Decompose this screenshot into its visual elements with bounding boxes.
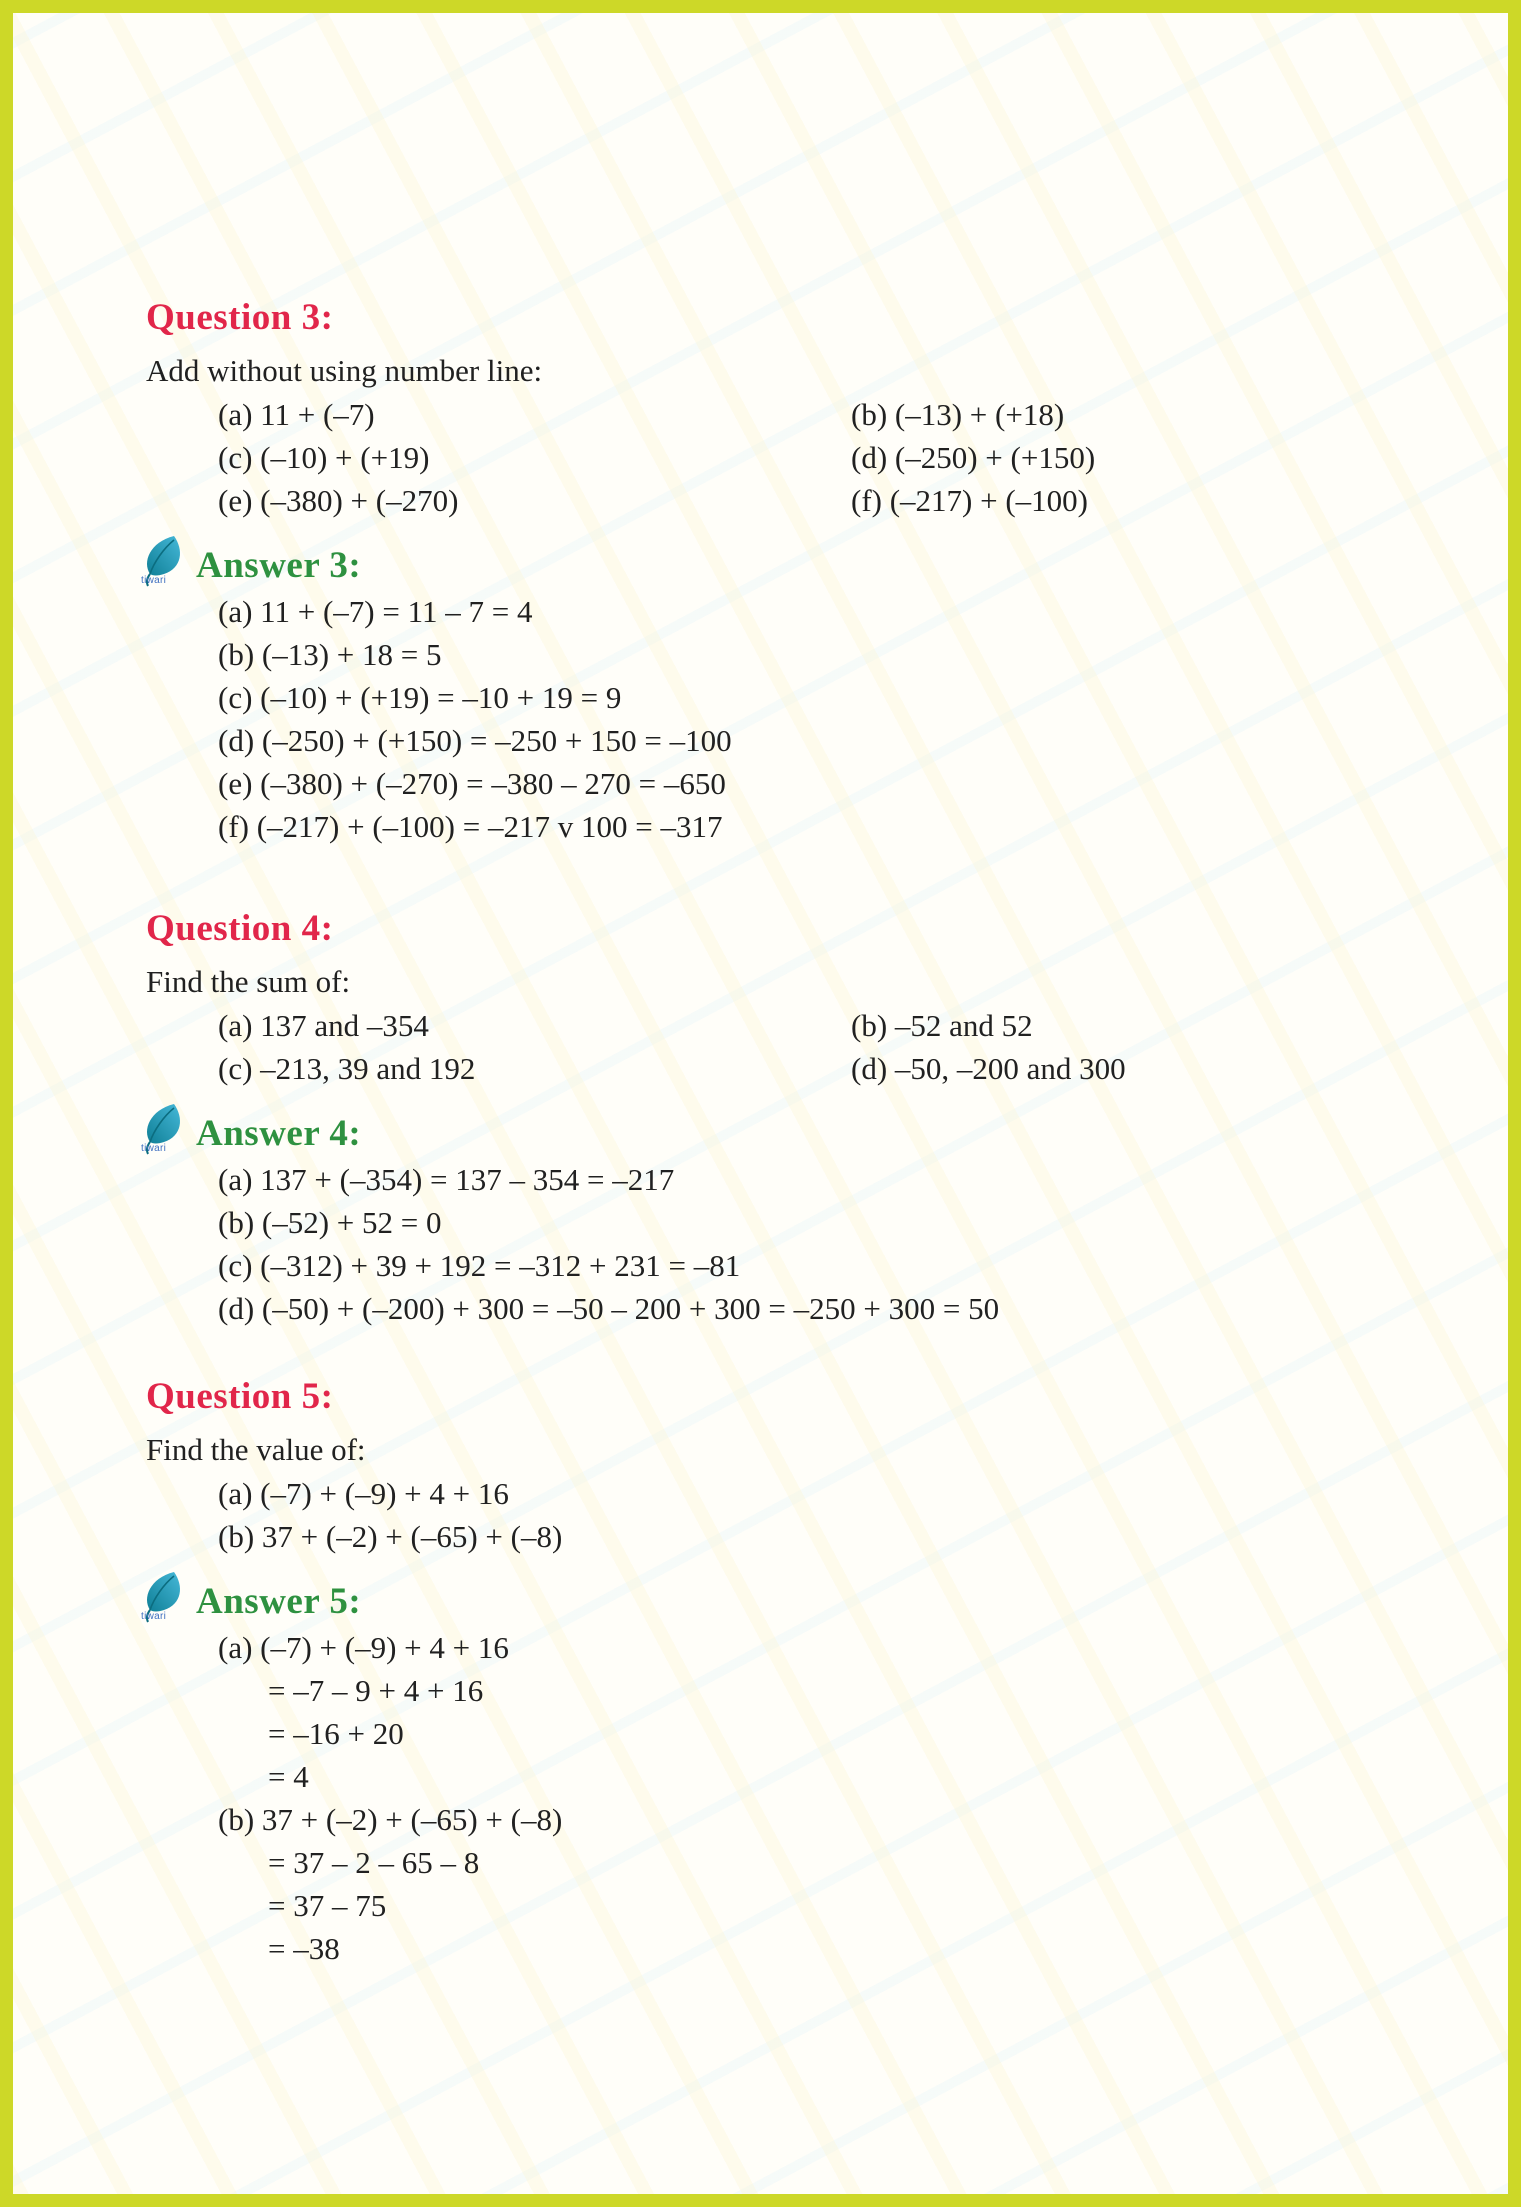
answer-line: (b) 37 + (–2) + (–65) + (–8): [218, 1802, 563, 1837]
question-4-items: [146, 1004, 1448, 1090]
question-item-row: [218, 1472, 1448, 1515]
answer-line: (f) (–217) + (–100) = –217 v 100 = –317: [218, 809, 723, 844]
answer-step-line: = –7 – 9 + 4 + 16: [268, 1673, 484, 1708]
answer-3-lines: [146, 590, 1448, 848]
answer-5-heading: Answer 5:: [196, 1581, 362, 1622]
answer-step-line: = 37 – 2 – 65 – 8: [268, 1845, 480, 1880]
tiwari-leaf-logo-icon: [140, 534, 188, 588]
answer-step-line: = 37 – 75: [268, 1888, 387, 1923]
tiwari-logo-text: tiwari: [141, 1611, 167, 1622]
question-item: (c) (–10) + (+19): [218, 440, 430, 475]
answer-line: (d) (–250) + (+150) = –250 + 150 = –100: [218, 723, 732, 758]
answer-5-lines: [146, 1626, 1448, 1970]
tiwari-logo-text: tiwari: [141, 1143, 167, 1154]
question-3-items: [146, 393, 1448, 522]
question-item: (b) (–13) + (+18): [851, 397, 1065, 432]
answer-line: (e) (–380) + (–270) = –380 – 270 = –650: [218, 766, 726, 801]
question-5-items: [146, 1472, 1448, 1558]
page-content: [13, 13, 1508, 1970]
question-item-row: [218, 479, 1448, 522]
question-item: (b) –52 and 52: [851, 1008, 1033, 1043]
question-5-intro: Find the value of:: [146, 1432, 366, 1467]
question-3-heading: Question 3:: [146, 297, 334, 338]
answer-step-line: = 4: [268, 1759, 309, 1794]
question-4-section: [141, 906, 1448, 1330]
tiwari-leaf-logo-icon: [140, 1102, 188, 1156]
answer-3-heading: Answer 3:: [196, 545, 362, 586]
question-4-intro: Find the sum of:: [146, 964, 351, 999]
question-item: (a) (–7) + (–9) + 4 + 16: [218, 1476, 509, 1511]
answer-line: (a) 137 + (–354) = 137 – 354 = –217: [218, 1162, 675, 1197]
question-3-section: [141, 295, 1448, 848]
question-item-row: [218, 1515, 1448, 1558]
answer-4-lines: [146, 1158, 1448, 1330]
answer-line: (a) 11 + (–7) = 11 – 7 = 4: [218, 594, 533, 629]
question-item: (f) (–217) + (–100): [851, 483, 1088, 518]
question-item-row: [218, 393, 1448, 436]
answer-line: (a) (–7) + (–9) + 4 + 16: [218, 1630, 509, 1665]
answer-line: (b) (–13) + 18 = 5: [218, 637, 442, 672]
question-item: (b) 37 + (–2) + (–65) + (–8): [218, 1519, 563, 1554]
question-item: (a) 11 + (–7): [218, 397, 375, 432]
question-item-row: [218, 436, 1448, 479]
answer-line: (b) (–52) + 52 = 0: [218, 1205, 442, 1240]
tiwari-logo-text: tiwari: [141, 575, 167, 586]
question-item: (d) (–250) + (+150): [851, 440, 1096, 475]
answer-step-line: = –16 + 20: [268, 1716, 404, 1751]
answer-step-line: = –38: [268, 1931, 340, 1966]
answer-5-heading-row: [140, 1568, 1448, 1624]
question-4-heading: Question 4:: [146, 908, 334, 949]
answer-4-heading-row: [140, 1100, 1448, 1156]
question-item: (a) 137 and –354: [218, 1008, 429, 1043]
question-item-row: [218, 1004, 1448, 1047]
question-5-section: [141, 1374, 1448, 1970]
question-item: (d) –50, –200 and 300: [851, 1051, 1126, 1086]
question-item: (e) (–380) + (–270): [218, 483, 459, 518]
question-3-intro: Add without using number line:: [146, 353, 543, 388]
answer-line: (c) (–312) + 39 + 192 = –312 + 231 = –81: [218, 1248, 741, 1283]
answer-line: (c) (–10) + (+19) = –10 + 19 = 9: [218, 680, 622, 715]
answer-3-heading-row: [140, 532, 1448, 588]
answer-4-heading: Answer 4:: [196, 1113, 362, 1154]
answer-line: (d) (–50) + (–200) + 300 = –50 – 200 + 300 = –250 + 300 = 50: [218, 1291, 1000, 1326]
question-item: (c) –213, 39 and 192: [218, 1051, 476, 1086]
question-5-heading: Question 5:: [146, 1376, 334, 1417]
question-item-row: [218, 1047, 1448, 1090]
tiwari-leaf-logo-icon: [140, 1570, 188, 1624]
